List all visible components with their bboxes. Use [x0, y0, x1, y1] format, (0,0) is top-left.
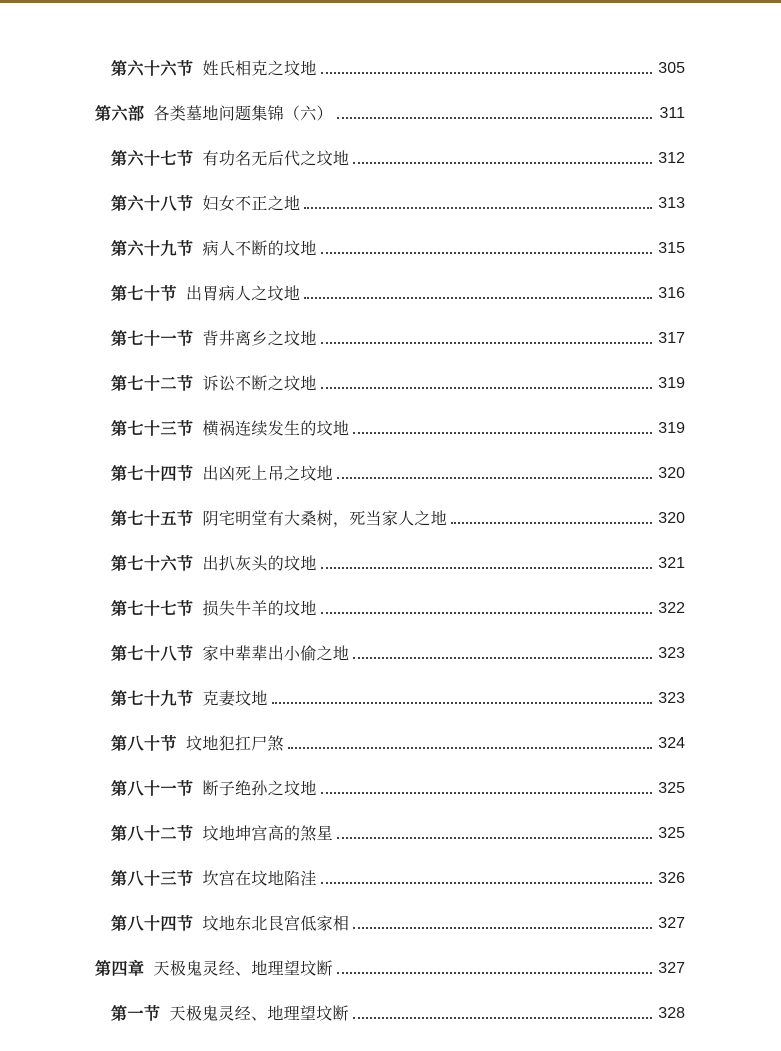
- dot-leader: [337, 837, 652, 839]
- dot-leader: [353, 1017, 652, 1019]
- entry-number: 第六十九节: [111, 239, 194, 258]
- page-number: 326: [658, 870, 685, 887]
- entry-title: 各类墓地问题集锦（六）: [153, 104, 333, 123]
- page-number: 317: [658, 330, 685, 347]
- toc-entry[interactable]: [111, 548, 685, 574]
- entry-number: 第七十八节: [111, 644, 194, 663]
- entry-number: 第八十四节: [111, 914, 194, 933]
- dot-leader: [337, 477, 652, 479]
- entry-number: 第四章: [95, 959, 145, 978]
- entry-title: 背井离乡之坟地: [202, 329, 317, 348]
- entry-title: 天极鬼灵经、地理望坟断: [169, 1004, 349, 1023]
- page-number: 323: [658, 645, 685, 662]
- entry-title: 阴宅明堂有大桑树，死当家人之地: [202, 509, 448, 528]
- entry-title: 横祸连续发生的坟地: [202, 419, 350, 438]
- page-number: 321: [658, 555, 685, 572]
- dot-leader: [321, 792, 652, 794]
- toc-entry[interactable]: [111, 998, 685, 1024]
- dot-leader: [321, 252, 652, 254]
- page-number: 313: [658, 195, 685, 212]
- entry-number: 第七十五节: [111, 509, 194, 528]
- entry-title: 出扒灰头的坟地: [202, 554, 317, 573]
- page-number: 312: [658, 150, 685, 167]
- entry-number: 第七十四节: [111, 464, 194, 483]
- dot-leader: [304, 297, 652, 299]
- toc-entry[interactable]: [111, 593, 685, 619]
- entry-title: 克妻坟地: [202, 689, 268, 708]
- entry-title: 出凶死上吊之坟地: [202, 464, 333, 483]
- entry-title: 断子绝孙之坟地: [202, 779, 317, 798]
- toc-entry[interactable]: [111, 368, 685, 394]
- page-number: 316: [658, 285, 685, 302]
- page-number: 322: [658, 600, 685, 617]
- entry-title: 坎宫在坟地陷洼: [202, 869, 317, 888]
- page-number: 311: [659, 105, 685, 122]
- toc-entry[interactable]: [111, 773, 685, 799]
- entry-number: 第八十节: [111, 734, 178, 753]
- entry-title: 病人不断的坟地: [202, 239, 317, 258]
- toc-entry[interactable]: [111, 143, 685, 169]
- entry-number: 第六十七节: [111, 149, 194, 168]
- entry-number: 第七十二节: [111, 374, 194, 393]
- entry-title: 姓氏相克之坟地: [202, 59, 317, 78]
- entry-title: 妇女不正之地: [202, 194, 301, 213]
- entry-title: 坟地坤宫高的煞星: [202, 824, 333, 843]
- entry-title: 天极鬼灵经、地理望坟断: [153, 959, 333, 978]
- toc-entry[interactable]: [111, 323, 685, 349]
- entry-number: 第一节: [111, 1004, 161, 1023]
- entry-number: 第七十六节: [111, 554, 194, 573]
- entry-number: 第七十七节: [111, 599, 194, 618]
- dot-leader: [353, 927, 652, 929]
- entry-title: 出胃病人之坟地: [186, 284, 301, 303]
- dot-leader: [321, 387, 652, 389]
- toc-entry[interactable]: [111, 278, 685, 304]
- dot-leader: [353, 657, 652, 659]
- page-number: 320: [658, 465, 685, 482]
- dot-leader: [321, 342, 652, 344]
- entry-number: 第七十九节: [111, 689, 194, 708]
- dot-leader: [353, 162, 652, 164]
- toc-entry[interactable]: [111, 728, 685, 754]
- page-number: 319: [658, 420, 685, 437]
- page-number: 315: [658, 240, 685, 257]
- toc-entry[interactable]: [111, 458, 685, 484]
- dot-leader: [321, 882, 652, 884]
- page-number: 325: [658, 825, 685, 842]
- page-number: 328: [658, 1005, 685, 1022]
- page-number: 305: [658, 60, 685, 77]
- entry-number: 第八十三节: [111, 869, 194, 888]
- entry-title: 家中辈辈出小偷之地: [202, 644, 350, 663]
- page-number: 319: [658, 375, 685, 392]
- dot-leader: [288, 747, 652, 749]
- toc-entry[interactable]: [111, 503, 685, 529]
- toc-entry[interactable]: [111, 188, 685, 214]
- dot-leader: [304, 207, 652, 209]
- dot-leader: [337, 972, 652, 974]
- dot-leader: [451, 522, 652, 524]
- entry-title: 坟地东北艮宫低家相: [202, 914, 350, 933]
- entry-title: 诉讼不断之坟地: [202, 374, 317, 393]
- entry-number: 第八十二节: [111, 824, 194, 843]
- page-number: 323: [658, 690, 685, 707]
- entry-number: 第七十三节: [111, 419, 194, 438]
- dot-leader: [272, 702, 652, 704]
- entry-number: 第六十八节: [111, 194, 194, 213]
- dot-leader: [353, 432, 652, 434]
- page-number: 325: [658, 780, 685, 797]
- entry-number: 第六十六节: [111, 59, 194, 78]
- toc-entry[interactable]: [111, 863, 685, 889]
- toc-entry-chapter[interactable]: [95, 953, 685, 979]
- entry-title: 坟地犯扛尸煞: [186, 734, 284, 753]
- dot-leader: [337, 117, 652, 119]
- dot-leader: [321, 612, 652, 614]
- entry-number: 第六部: [95, 104, 145, 123]
- page-number: 327: [658, 915, 685, 932]
- toc-entry[interactable]: [111, 638, 685, 664]
- toc-entry[interactable]: [111, 233, 685, 259]
- toc-entry[interactable]: [111, 53, 685, 79]
- dot-leader: [321, 567, 652, 569]
- dot-leader: [321, 72, 652, 74]
- entry-number: 第七十一节: [111, 329, 194, 348]
- toc-entry[interactable]: [111, 683, 685, 709]
- page-number: 327: [658, 960, 685, 977]
- entry-number: 第八十一节: [111, 779, 194, 798]
- page-number: 320: [658, 510, 685, 527]
- toc-entry-part[interactable]: [95, 98, 685, 124]
- toc-entry[interactable]: [111, 818, 685, 844]
- entry-number: 第七十节: [111, 284, 178, 303]
- entry-title: 损失牛羊的坟地: [202, 599, 317, 618]
- toc-entry[interactable]: [111, 908, 685, 934]
- toc-entry[interactable]: [111, 413, 685, 439]
- page-number: 324: [658, 735, 685, 752]
- entry-title: 有功名无后代之坟地: [202, 149, 350, 168]
